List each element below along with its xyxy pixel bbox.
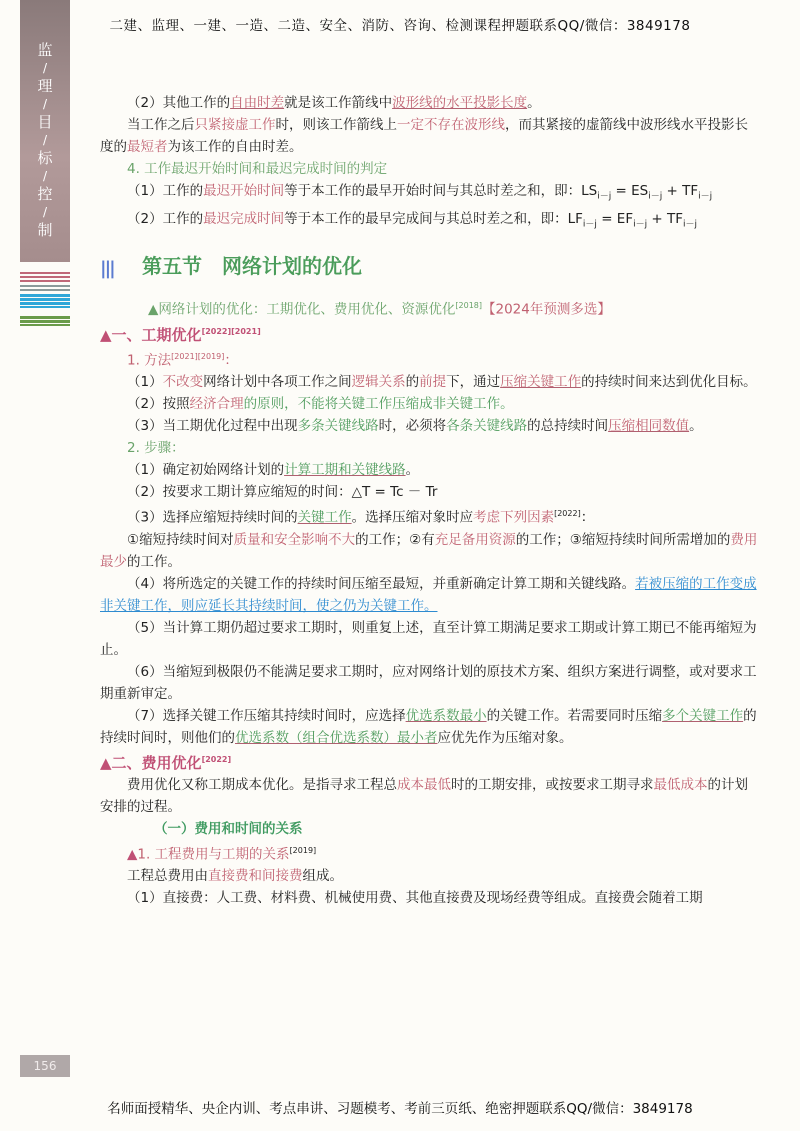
paragraph: ①缩短持续时间对质量和安全影响不大的工作；②有充足备用资源的工作；③缩短持续时间所需增加的费用最少的工作。 [100,531,758,570]
paragraph: （2）工作的最迟完成时间等于本工作的最早完成间与其总时差之和，即：$LF_{i-j} = EF_{i-j} + TF_{i-j}$ [127,210,698,230]
section-bars-icon: ||| [100,258,114,280]
side-char: 标 [37,149,53,167]
side-stripe-blue [20,294,70,308]
paragraph: 当工作之后只紧接虚工作时，则该工作箭线上一定不存在波形线，而其紧接的虚箭线中波形线水平投影长度的最短者为该工作的自由时差。 [100,117,748,155]
side-chapter-tab: 监 / 理 / 目 / 标 / 控 / 制 [20,0,70,262]
subheading: 1. 方法[2021][2019]： [127,351,238,369]
page-header: 二建、监理、一建、一造、二造、安全、消防、咨询、检测课程押题联系QQ/微信：3849178 [109,18,691,34]
subheading: 2. 步骤： [127,440,185,457]
page-content [100,92,760,909]
side-char: 理 [37,77,53,95]
side-stripe-gray [20,285,70,293]
paragraph: （2）按照经济合理的原则，不能将关键工作压缩成非关键工作。 [127,396,514,413]
paragraph: （3）选择应缩短持续时间的关键工作。选择压缩对象时应考虑下列因素[2022]： [127,509,595,526]
exam-note: ▲网络计划的优化：工期优化、费用优化、资源优化[2018]【2024年预测多选】 [148,301,611,318]
paragraph: 工程总费用由直接费和间接费组成。 [127,868,343,885]
side-char: 目 [37,113,53,131]
side-char: 制 [37,221,53,239]
paragraph: （2）按要求工期计算应缩短的时间：△T = Tc － Tr [127,484,438,501]
paragraph: （6）当缩短到极限仍不能满足要求工期时，应对网络计划的原技术方案、组织方案进行调整，或对要求工期重新审定。 [100,663,757,702]
paragraph: （1）工作的最迟开始时间等于本工作的最早开始时间与其总时差之和，即：$LS_{i-j} = ES_{i-j} + TF_{i-j}$ [127,183,713,202]
page-number: 156 [20,1055,70,1077]
subheading: （一）费用和时间的关系 [154,820,303,837]
paragraph: （5）当计算工期仍超过要求工期时，则重复上述，直至计算工期满足要求工期或计算工期已不能再缩短为止。 [100,619,757,658]
paragraph: （3）当工期优化过程中出现多条关键线路时，必须将各条关键线路的总持续时间压缩相同数值。 [127,418,703,435]
section-heading [100,253,760,283]
heading-cost-optimization: ▲二、费用优化[2022] [100,753,232,772]
side-char: 监 [37,41,53,59]
paragraph: （7）选择关键工作压缩其持续时间时，应选择优选系数最小的关键工作。若需要同时压缩多个关键工作的持续时间时，则他们的优选系数（组合优选系数）最小者应优先作为压缩对象。 [100,707,757,746]
paragraph: 费用优化又称工期成本优化。是指寻求工程总成本最低时的工期安排，或按要求工期寻求最低成本的计划安排的过程。 [100,776,748,815]
side-stripe-green [20,316,70,326]
triangle-icon: ▲ [100,753,112,772]
triangle-icon: ▲ [100,325,112,344]
paragraph: （1）不改变网络计划中各项工作之间逻辑关系的前提下，通过压缩关键工作的持续时间来达到优化目标。 [127,374,757,391]
page-footer: 名师面授精华、央企内训、考点串讲、习题模考、考前三页纸、绝密押题联系QQ/微信：3849178 [107,1101,693,1117]
section-title: 第五节 网络计划的优化 [142,254,362,279]
triangle-icon: ▲ [127,846,138,863]
subheading: ▲1. 工程费用与工期的关系[2019] [127,845,317,863]
side-char: 控 [37,185,53,203]
paragraph: （1）确定初始网络计划的计算工期和关键线路。 [127,462,420,479]
heading-schedule-optimization: ▲一、工期优化[2022][2021] [100,325,261,344]
paragraph: （1）直接费：人工费、材料费、机械使用费、其他直接费及现场经费等组成。直接费会随着工期 [127,890,703,907]
side-stripe-pink [20,272,70,284]
paragraph: （4）将所选定的关键工作的持续时间压缩至最短，并重新确定计算工期和关键线路。若被压缩的工作变成非关键工作，则应延长其持续时间，使之仍为关键工作。 [100,575,757,614]
paragraph: （2）其他工作的自由时差就是该工作箭线中波形线的水平投影长度。 [127,95,541,111]
subheading: 4. 工作最迟开始时间和最迟完成时间的判定 [127,161,388,177]
